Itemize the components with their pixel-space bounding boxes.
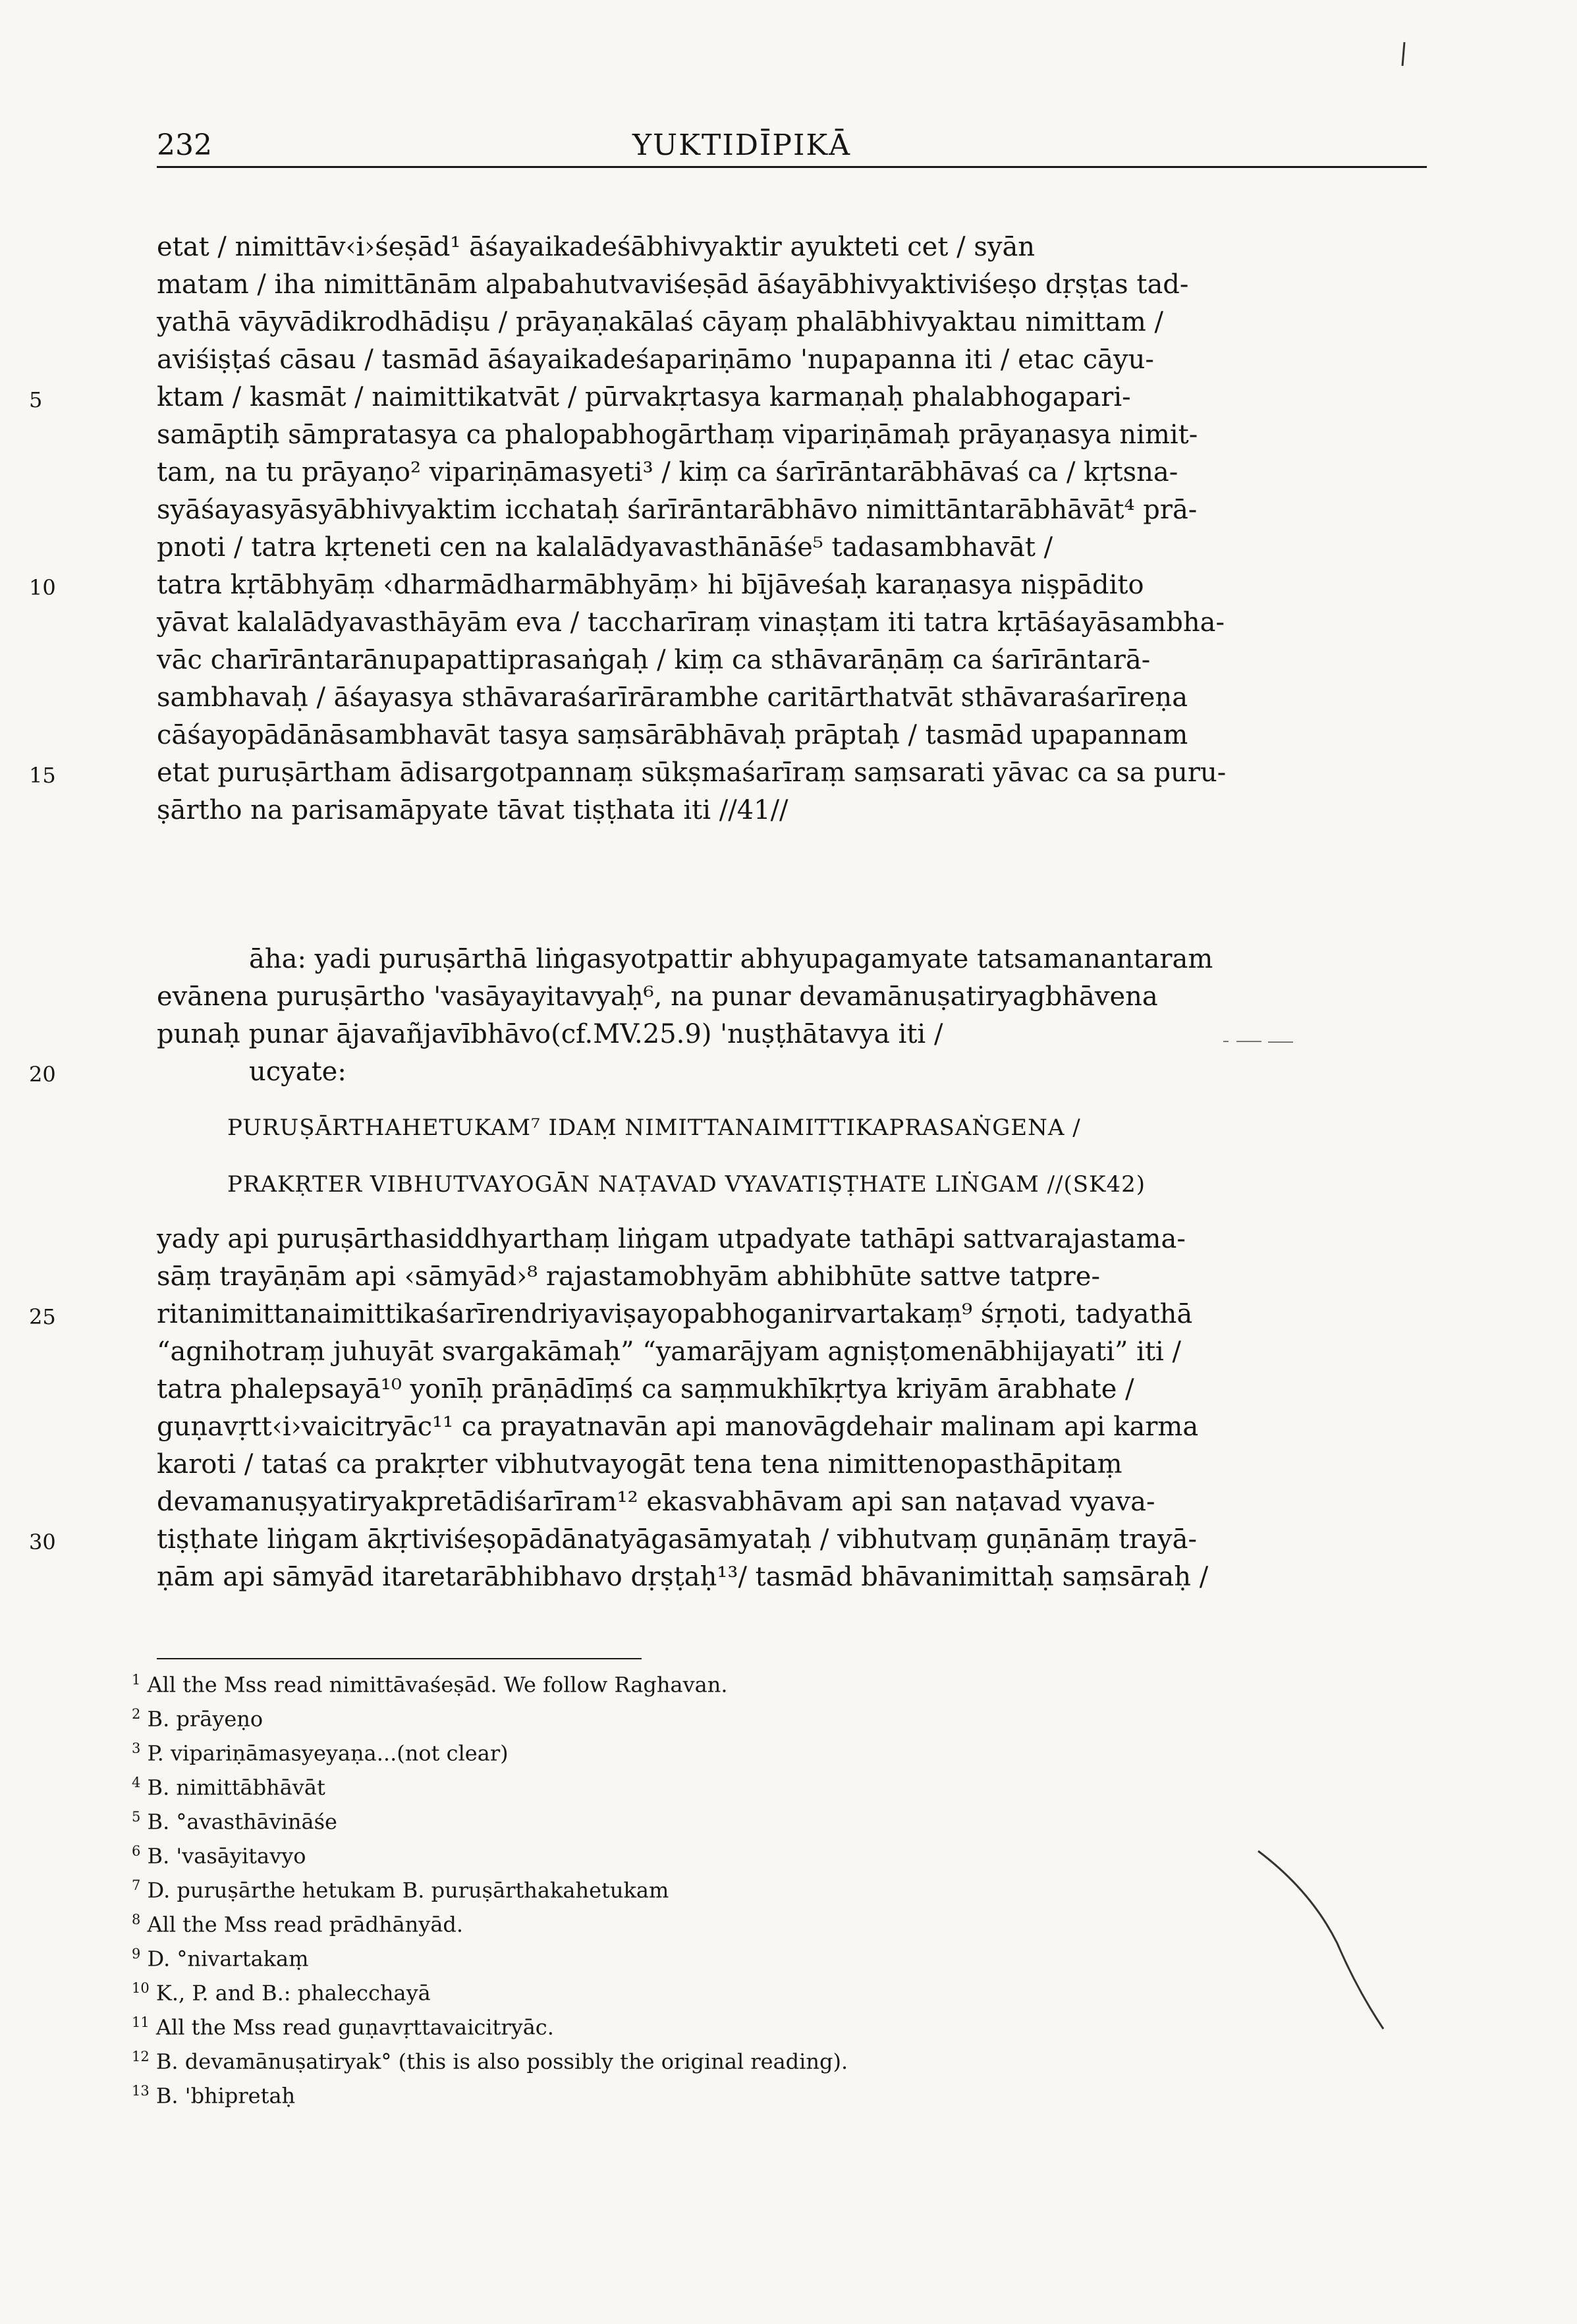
line-number: 30 [29,1530,56,1555]
text-line: etat puruṣārtham ādisargotpannaṃ sūkṣmaśarīraṃ saṃsarati yāvac ca sa puru- [157,758,1227,788]
line-number: 10 [29,575,56,600]
text-line: tatra phalepsayā¹⁰ yonīḥ prāṇādīṃś ca saṃmukhīkṛtya kriyām ārabhate / [157,1374,1134,1404]
text-line: devamanuṣyatiryakpretādiśarīram¹² ekasvabhāvam api san naṭavad vyava- [157,1487,1155,1517]
footnote: $^{11}$ All the Mss read guṇavṛttavaicitryāc. [132,2014,554,2040]
text-line: guṇavṛtt‹i›vaicitryāc¹¹ ca prayatnavān api manovāgdehair malinam api karma [157,1412,1199,1442]
footnote: $^{13}$ B. 'bhipretaḥ [132,2083,296,2109]
pen-stroke-mark [1252,1838,1410,2035]
running-title: YUKTIDĪPIKĀ [632,128,852,162]
dash-pen-mark [1222,1038,1294,1045]
text-line: sambhavaḥ / āśayasya sthāvaraśarīrārambhe caritārthatvāt sthāvaraśarīreṇa [157,682,1188,713]
footnote: $^7$ D. puruṣārthe hetukam B. puruṣārthakahetukam [132,1877,669,1903]
footnote: $^8$ All the Mss read prādhānyād. [132,1912,464,1937]
footnote: $^3$ P. vipariṇāmasyeyaṇa...(not clear) [132,1740,509,1766]
line-number: 15 [29,763,56,788]
text-line: “agnihotraṃ juhuyāt svargakāmaḥ” “yamarājyam agniṣṭomenābhijayati” iti / [157,1337,1182,1367]
text-line: punaḥ punar ājavañjavībhāvo(cf.MV.25.9) 'nuṣṭhātavya iti / [157,1019,943,1049]
text-line: tiṣṭhate liṅgam ākṛtiviśeṣopādānatyāgasāmyataḥ / vibhutvaṃ guṇānāṃ trayā- [157,1524,1198,1555]
footnote: $^2$ B. prāyeṇo [132,1706,263,1732]
text-line: tatra kṛtābhyāṃ ‹dharmādharmābhyāṃ› hi bījāveśaḥ karaṇasya niṣpādito [157,570,1144,600]
text-line: tam, na tu prāyaṇo² vipariṇāmasyeti³ / kiṃ ca śarīrāntarābhāvaś ca / kṛtsna- [157,457,1178,487]
text-line: ktam / kasmāt / naimittikatvāt / pūrvakṛtasya karmaṇaḥ phalabhogapari- [157,382,1131,412]
text-line: cāśayopādānāsambhavāt tasya saṃsārābhāvaḥ prāptaḥ / tasmād upapannam [157,720,1188,750]
text-line: syāśayasyāsyābhivyaktim icchataḥ śarīrāntarābhāvo nimittāntarābhāvāt⁴ prā- [157,495,1198,525]
corner-pen-mark [1400,41,1407,67]
text-line: aviśiṣṭaś cāsau / tasmād āśayaikadeśapariṇāmo 'nupapanna iti / etac cāyu- [157,345,1154,375]
text-line: yathā vāyvādikrodhādiṣu / prāyaṇakālaś cāyaṃ phalābhivyaktau nimittam / [157,307,1164,337]
text-line: ṇām api sāmyād itaretarābhibhavo dṛṣṭaḥ¹³/ tasmād bhāvanimittaḥ saṃsāraḥ / [157,1562,1209,1592]
text-line: karoti / tataś ca prakṛter vibhutvayogāt tena tena nimittenopasthāpitaṃ [157,1449,1122,1480]
text-line: āha: yadi puruṣārthā liṅgasyotpattir abhyupagamyate tatsamanantaram [249,944,1213,974]
line-number: 5 [29,387,43,412]
footnote: $^5$ B. °avasthāvināśe [132,1809,337,1835]
footnote: $^1$ All the Mss read nimittāvaśeṣād. We follow Raghavan. [132,1672,728,1698]
text-line: samāptiḥ sāmpratasya ca phalopabhogārthaṃ vipariṇāmaḥ prāyaṇasya nimit- [157,420,1198,450]
text-line: evānena puruṣārtho 'vasāyayitavyaḥ⁶, na punar devamānuṣatiryagbhāvena [157,982,1158,1012]
text-line: sāṃ trayāṇām api ‹sāmyād›⁸ rajastamobhyām abhibhūte sattve tatpre- [157,1261,1100,1292]
footnote: $^{10}$ K., P. and B.: phalecchayā [132,1980,431,2006]
footnote: $^4$ B. nimittābhāvāt [132,1775,325,1800]
page-number: 232 [157,128,212,162]
footnote: $^{12}$ B. devamānuṣatiryak° (this is also possibly the original reading). [132,2049,848,2074]
text-line: yāvat kalalādyavasthāyām eva / taccharīraṃ vinaṣṭam iti tatra kṛtāśayāsambha- [157,607,1225,638]
line-number: 25 [29,1304,56,1329]
header-rule [157,166,1427,168]
karika-line: PURUṢĀRTHAHETUKAM⁷ IDAṂ NIMITTANAIMITTIKAPRASAṄGENA / [227,1115,1081,1141]
karika-line: PRAKṚTER VIBHUTVAYOGĀN NAṬAVAD VYAVATIṢṬHATE LIṄGAM //(SK42) [227,1171,1146,1198]
footnote: $^9$ D. °nivartakaṃ [132,1946,309,1972]
footnote-rule [157,1658,642,1659]
text-line: ṣārtho na parisamāpyate tāvat tiṣṭhata iti //41// [157,795,788,825]
footnote: $^6$ B. 'vasāyitavyo [132,1843,306,1869]
text-line: pnoti / tatra kṛteneti cen na kalalādyavasthānāśe⁵ tadasambhavāt / [157,532,1053,563]
text-line: yady api puruṣārthasiddhyarthaṃ liṅgam utpadyate tathāpi sattvarajastama- [157,1224,1186,1254]
line-number: 20 [29,1062,56,1087]
text-line: matam / iha nimittānām alpabahutvaviśeṣād āśayābhivyaktiviśeṣo dṛṣṭas tad- [157,269,1189,300]
text-line: ucyate: [249,1057,346,1087]
text-line: ritanimittanaimittikaśarīrendriyaviṣayopabhoganirvartakaṃ⁹ śṛṇoti, tadyathā [157,1299,1193,1329]
text-line: vāc charīrāntarānupapattiprasaṅgaḥ / kiṃ ca sthāvarāṇāṃ ca śarīrāntarā- [157,645,1151,675]
text-line: etat / nimittāv‹i›śeṣād¹ āśayaikadeśābhivyaktir ayukteti cet / syān [157,232,1036,262]
